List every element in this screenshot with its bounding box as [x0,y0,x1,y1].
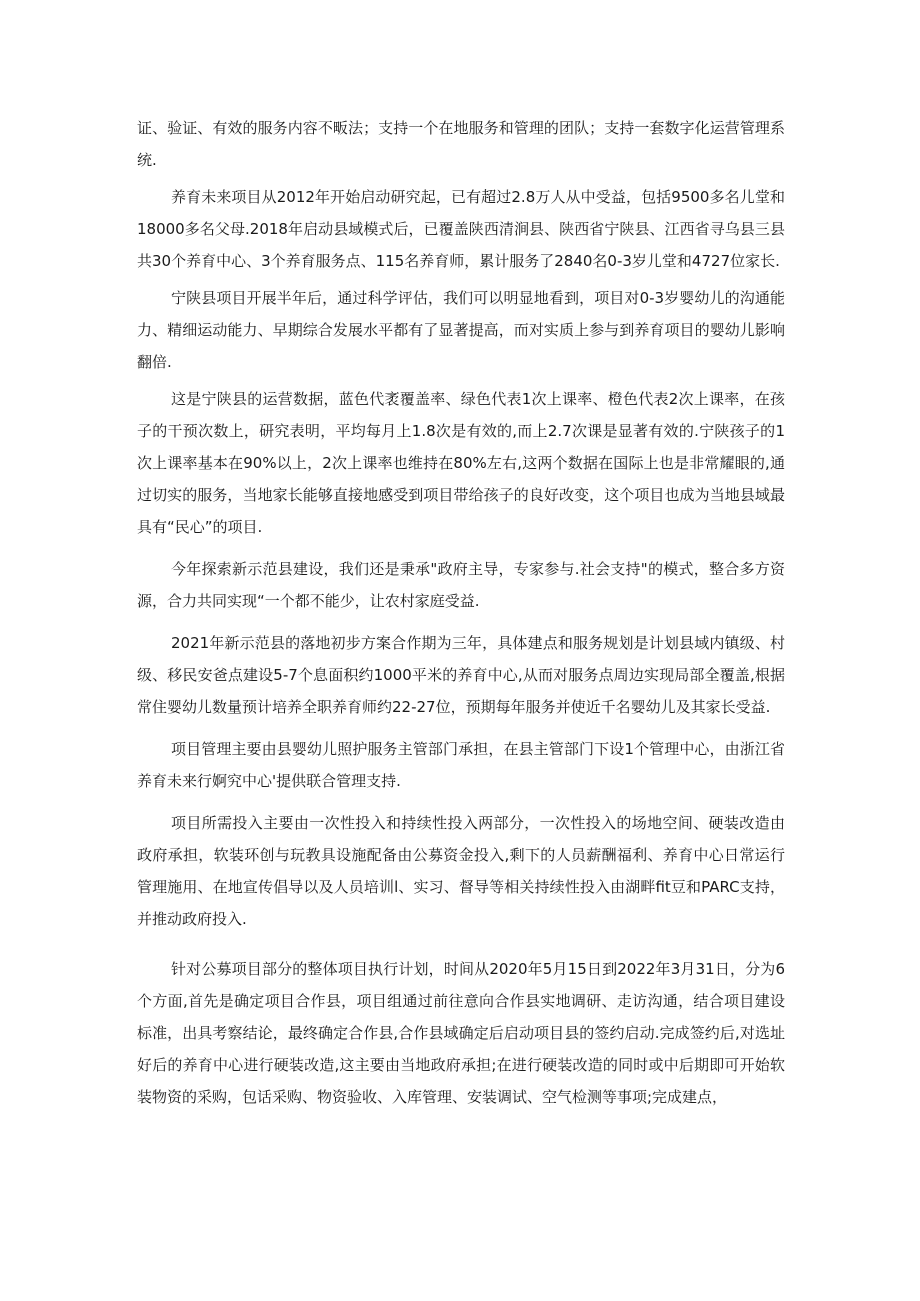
paragraph-1: 证、验证、有效的服务内容不畈法；支持一个在地服务和管理的团队；支持一套数字化运营管理系统. [137,119,785,169]
paragraph-8: 项目所需投入主要由一次性投入和持续性投入两部分，一次性投入的场地空间、硬装改造由政府承担，软装环创与玩教具设施配备由公募资金投入,剩下的人员薪酬福利、养育中心日常运行管理施用、在地宣传倡导以及人员培训l、实习、督导等相关持续性投入由湖畔fit豆和PARC支持，并推动政府投入. [137,814,785,928]
paragraph-2: 养育未来项目从2012年开始启动研究起，已有超过2.8万人从中受益，包括9500多名儿堂和18000多名父母.2018年启动县域模式后，已覆盖陕西清涧县、陕西省宁陕县、江西省寻乌县三县共30个养育中心、3个养育服务点、115名养育师，累计服务了2840名0-3岁儿堂和4727位家长. [137,188,785,270]
paragraph-5: 今年探索新示范县建设，我们还是秉承"政府主导，专家参与.社会支持"的模式，整合多方资源，合力共同实现“一个都不能少，让农村家庭受益. [137,560,785,610]
paragraph-3: 宁陕县项目开展半年后，通过科学评估，我们可以明显地看到，项目对0-3岁婴幼儿的沟通能力、精细运动能力、早期综合发展水平都有了显著提高，而对实质上参与到养育项目的婴幼儿影响翻倍. [137,289,785,371]
document-body [137,112,785,1113]
paragraph-6: 2021年新示范县的落地初步方案合作期为三年，具体建点和服务规划是计划县域内镇级、村级、移民安爸点建设5-7个息面积约1000平米的养育中心,从而对服务点周边实现局部全覆盖,根据常住婴幼儿数量预计培养全职养育师约22-27位，预期每年服务并使近千名婴幼儿及其家长受益. [137,634,785,716]
paragraph-4: 这是宁陕县的运营数据，蓝色代袤覆盖率、绿色代表1次上课率、橙色代表2次上课率，在孩子的干预次数上，研究表明，平均每月上1.8次是有效的,而上2.7次课是显著有效的.宁陕孩子的1次上课率基本在90%以上，2次上课率也维持在80%左右,这两个数据在国际上也是非常耀眼的,通过切实的服务，当地家长能够直接地感受到项目带给孩子的良好改变，这个项目也成为当地县域最具有“民心”的项目. [137,390,785,536]
paragraph-7: 项目管理主要由县婴幼儿照护服务主管部门承担，在县主管部门下设1个管理中心，由浙江省养育未来行婀究中心'提供联合管理支持. [137,740,785,790]
paragraph-9: 针对公募项目部分的整体项目执行计划，时间从2020年5月15日到2022年3月31日，分为6个方面,首先是确定项目合作县，项目组通过前往意向合作县实地调研、走访沟通，结合项目建设标准，出具考察结论，最终确定合作县,合作县域确定后启动项目县的签约启动.完成签约后,对选址好后的养育中心进行硬装改造,这主要由当地政府承担;在进行硬装改造的同时或中后期即可开始软装物资的采购，包话采购、物资验收、入库管理、安装调试、空气检测等事项;完成建点， [137,960,785,1106]
